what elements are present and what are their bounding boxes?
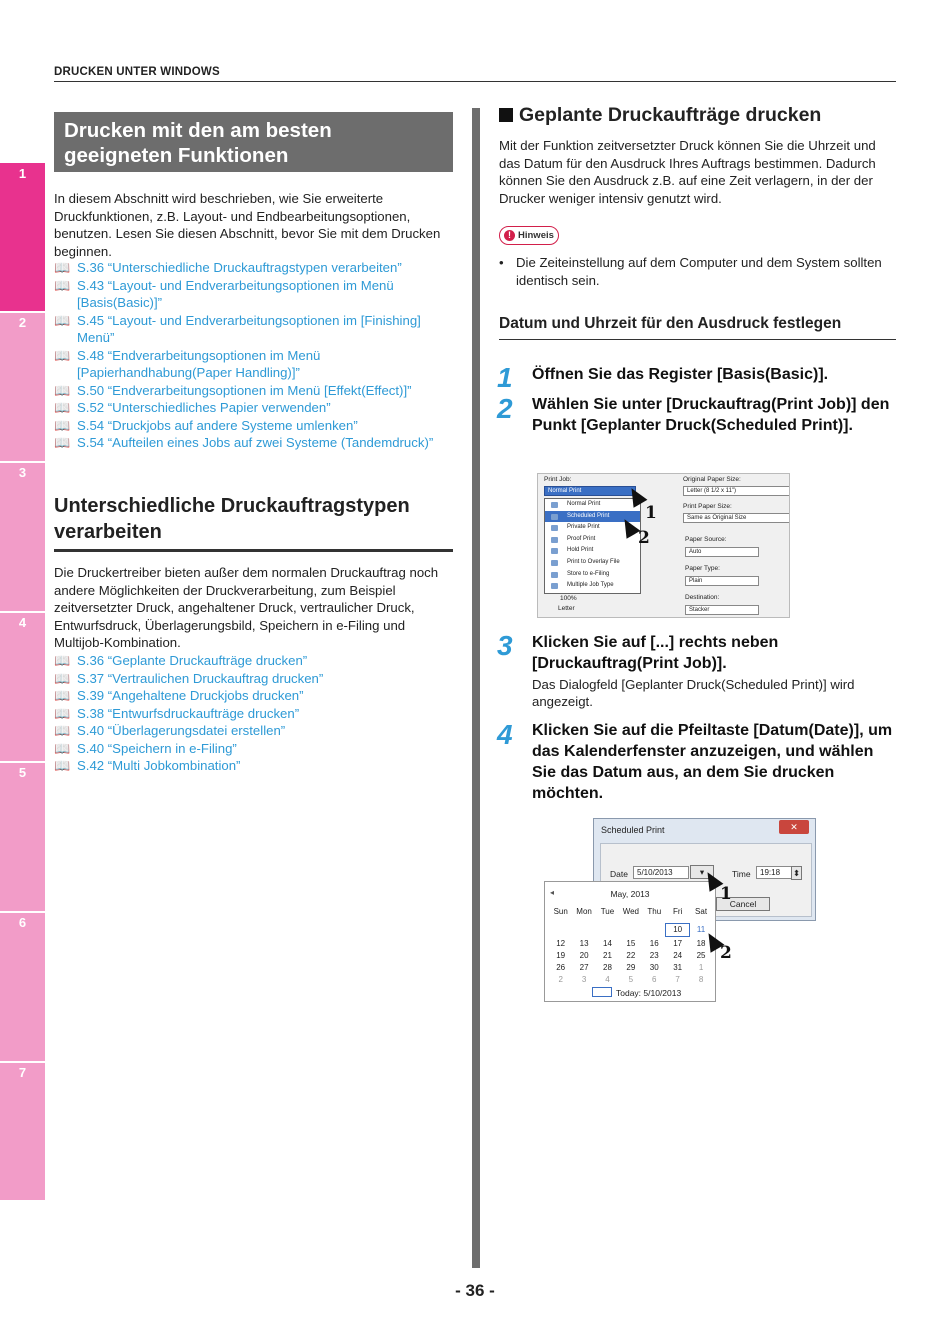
book-icon: 📖 [54,688,71,703]
reference-link[interactable]: 📖 S.40 “Speichern in e-Filing” [54,740,237,756]
calendar-grid [549,906,713,986]
day-cell[interactable]: 23 [649,951,659,960]
print-job-option[interactable]: Multiple Job Type [545,580,640,592]
step-text: Öffnen Sie das Register [Basis(Basic)]. [532,366,829,383]
hint-bullet-text: Die Zeiteinstellung auf dem Computer und dem System sollten identisch sein. [516,255,882,288]
folder-icon [551,572,558,578]
day-cell[interactable] [572,924,595,936]
step-number: 3 [497,630,513,661]
day-cell[interactable]: 4 [605,975,610,984]
document-icon [551,548,558,554]
subsection-rule [54,549,453,552]
day-cell[interactable] [549,924,572,936]
paper-value: Letter [558,605,575,612]
book-icon: 📖 [54,312,71,328]
date-field[interactable]: 5/10/2013 [633,866,689,879]
side-tab-4[interactable] [0,613,45,761]
print-job-option[interactable]: Store to e-Filing [545,569,640,581]
day-cell[interactable]: 14 [603,939,612,948]
destination-dropdown[interactable]: Stacker [685,605,759,615]
weekday: Fri [672,907,683,916]
document-icon [551,583,558,589]
running-head: DRUCKEN UNTER WINDOWS [54,66,220,78]
print-paper-size-dropdown[interactable]: Same as Original Size [683,513,790,523]
calendar-month: May, 2013 [610,889,650,899]
day-cell-today[interactable]: 10 [666,924,689,936]
print-job-option[interactable]: Normal Print [545,499,640,511]
day-cell[interactable]: 15 [626,939,636,948]
callout-number: 2 [638,528,650,548]
hint-label: Hinweis [518,230,554,241]
right-section-title-text: Geplante Druckaufträge drucken [519,104,822,126]
callout-number: 1 [645,503,657,523]
day-cell[interactable]: 29 [626,963,636,972]
time-spinner[interactable]: ⬍ [792,868,801,878]
book-icon: 📖 [54,740,71,756]
day-cell[interactable]: 27 [579,963,589,972]
day-cell[interactable]: 5 [628,975,634,984]
scale-value: 100% [560,595,577,602]
reference-link[interactable]: 📖 S.48 “Endverarbeitungsoptionen im Menü [Papierhandhabung(Paper Handling)]” [54,347,321,380]
book-icon: 📖 [54,260,71,275]
day-cell[interactable]: 20 [579,951,589,960]
column-divider [472,108,480,1268]
reference-link[interactable]: 📖 S.37 “Vertraulichen Druckauftrag drucken” [54,670,324,686]
print-job-label: Print Job: [544,476,572,483]
side-tab-2[interactable] [0,313,45,461]
weekday-row [549,906,713,918]
hint-badge [499,226,559,245]
day-cell[interactable]: 17 [673,939,683,948]
calendar-popup [544,881,716,1002]
book-icon: 📖 [54,758,71,773]
reference-link[interactable]: 📖 S.45 “Layout- und Endverarbeitungsoptionen im [Finishing] Menü” [54,312,421,345]
paper-type-dropdown[interactable]: Plain [685,576,759,586]
reference-link[interactable]: 📖 S.36 “Unterschiedliche Druckauftragstypen verarbeiten” [54,260,402,275]
book-icon: 📖 [54,670,71,686]
day-cell[interactable]: 31 [673,963,683,972]
weekday: Sun [553,907,568,916]
day-cell[interactable]: 21 [603,951,612,960]
week-row [549,938,713,950]
book-icon: 📖 [54,417,71,433]
exclamation-icon: ! [504,230,515,241]
reference-link[interactable]: 📖 S.43 “Layout- und Endverarbeitungsoptionen im Menü [Basis(Basic)]” [54,277,394,310]
print-job-option[interactable]: Scheduled Print [545,511,640,523]
day-cell[interactable]: 8 [698,975,704,984]
side-tab-label: 5 [18,765,27,780]
day-cell[interactable]: 3 [581,975,587,984]
weekday: Mon [576,907,592,916]
document-icon [551,502,558,508]
callout-number: 2 [720,943,732,963]
weekday: Thu [647,907,662,916]
day-cell[interactable]: 26 [556,963,566,972]
day-cell[interactable] [596,924,619,936]
book-icon: 📖 [54,723,71,738]
print-job-option[interactable]: Hold Print [545,545,640,557]
print-job-list[interactable] [544,498,641,594]
side-tab-7[interactable] [0,1063,45,1200]
print-job-option[interactable]: Private Print [545,522,640,534]
page-number: - 36 - [455,1281,495,1300]
print-job-screenshot [537,473,790,618]
book-icon: 📖 [54,400,71,415]
book-icon: 📖 [54,382,71,398]
section-title: Drucken mit den am besten geeigneten Funktionen [54,112,453,172]
step-subtext: Das Dialogfeld [Geplanter Druck(Scheduled Print)] wird angezeigt. [532,677,855,709]
original-paper-size-label: Original Paper Size: [683,476,741,483]
day-cell[interactable]: 25 [696,951,706,960]
week-row [549,950,713,962]
reference-link[interactable]: 📖 S.50 “Endverarbeitungsoptionen im Menü [Effekt(Effect)]” [54,382,412,398]
destination-label: Destination: [685,594,720,601]
book-icon: 📖 [54,653,71,668]
day-cell[interactable]: 30 [649,963,659,972]
day-cell-selected[interactable]: 11 [696,925,706,934]
time-field[interactable]: 19:18 [756,866,792,879]
weekday: Sat [695,907,708,916]
print-job-option[interactable]: Print to Overlay File [545,557,640,569]
print-job-dropdown[interactable]: Normal Print [544,486,636,496]
key-icon [551,525,558,531]
square-bullet-icon [499,108,513,122]
weekday: Wed [622,907,640,916]
reference-link[interactable]: 📖 S.42 “Multi Jobkombination” [54,758,241,773]
procedure-rule [499,339,896,340]
print-paper-size-label: Print Paper Size: [683,503,732,510]
side-tab-label: 4 [18,615,27,630]
day-cell[interactable]: 28 [603,963,612,972]
overlay-icon [551,560,558,566]
reference-link[interactable]: 📖 S.54 “Druckjobs auf andere Systeme umlenken” [54,417,358,433]
step-text: Klicken Sie auf die Pfeiltaste [Datum(Date)], um das Kalenderfenster anzuzeigen, und wählen Sie das Datum aus, an dem Sie drucken möchten. [532,722,893,802]
original-paper-size-dropdown[interactable]: Letter (8 1/2 x 11") [683,486,790,496]
paper-source-label: Paper Source: [685,536,727,543]
calendar-dropdown-button[interactable]: ▾ [690,865,714,879]
close-icon[interactable]: ✕ [779,820,809,834]
right-intro-paragraph: Mit der Funktion zeitversetzter Druck können Sie die Uhrzeit und das Datum für den Ausdruck Ihres Auftrags bestimmen. Dadurch können Sie den Ausdruck z.B. auf eine Zeit verlagern, in der der Drucker weniger intensiv genutzt wird. [499,138,876,206]
week-row [549,974,713,986]
step-text: Wählen Sie unter [Druckauftrag(Print Job)] den Punkt [Geplanter Druck(Scheduled Print)]. [532,396,890,434]
book-icon: 📖 [54,277,71,293]
side-tab-3[interactable] [0,463,45,611]
dialog-title: Scheduled Print [601,825,665,835]
side-tab-label: 2 [18,315,27,330]
reference-list [54,259,453,452]
side-tab-6[interactable] [0,913,45,1061]
right-section-title [499,104,821,127]
day-cell[interactable]: 1 [698,963,704,972]
book-icon: 📖 [54,435,71,450]
day-cell[interactable]: 22 [626,951,636,960]
bullet-icon: • [499,255,504,270]
paper-source-dropdown[interactable]: Auto [685,547,759,557]
step-text: Klicken Sie auf [...] rechts neben [Druckauftrag(Print Job)]. [532,634,779,672]
reference-link[interactable]: 📖 S.36 “Geplante Druckaufträge drucken” [54,653,308,668]
header-rule [54,81,896,82]
day-cell[interactable]: 13 [579,939,589,948]
side-tab-1[interactable] [0,163,45,311]
weekday: Tue [600,907,615,916]
day-cell[interactable]: 2 [558,975,563,984]
step-number: 4 [497,719,513,750]
hint-bullet [499,254,894,289]
procedure-heading: Datum und Uhrzeit für den Ausdruck festlegen [499,315,842,332]
intro-paragraph: In diesem Abschnitt wird beschrieben, wie Sie erweiterte Druckfunktionen, z.B. Layout- und Endbearbeitungsoptionen, benutzen. Lesen Sie diesen Abschnitt, bevor Sie mit dem Drucken beginnen. [54,191,441,259]
clock-icon [551,514,558,520]
book-icon: 📖 [54,347,71,363]
paper-type-label: Paper Type: [685,565,720,572]
day-cell[interactable]: 16 [649,939,659,948]
subsection-title: Unterschiedliche Druckauftragstypen verarbeiten [54,495,410,543]
day-cell[interactable] [619,924,642,936]
time-label: Time [732,869,751,879]
book-icon: 📖 [54,705,71,721]
step-number: 2 [497,393,513,424]
day-cell[interactable]: 19 [556,951,566,960]
cancel-button[interactable]: Cancel [716,897,770,911]
day-cell[interactable]: 18 [696,939,706,948]
reference-link[interactable]: 📖 S.38 “Entwurfsdruckaufträge drucken” [54,705,300,721]
day-cell[interactable]: 7 [675,975,680,984]
day-cell[interactable]: 12 [556,939,566,948]
today-marker-icon [592,987,612,997]
today-link[interactable]: Today: 5/10/2013 [592,987,681,998]
reference-link[interactable]: 📖 S.40 “Überlagerungsdatei erstellen” [54,723,286,738]
day-cell[interactable] [643,924,666,936]
print-job-option[interactable]: Proof Print [545,534,640,546]
side-tab-label: 7 [18,1065,27,1080]
day-cell[interactable]: 6 [652,975,657,984]
side-tab-5[interactable] [0,763,45,911]
step-number: 1 [497,362,513,393]
document-icon [551,537,558,543]
date-label: Date [610,869,628,879]
day-cell[interactable]: 24 [673,951,683,960]
week-row [549,962,713,974]
reference-link[interactable]: 📖 S.52 “Unterschiedliches Papier verwenden” [54,400,331,415]
prev-month-icon[interactable]: ◂ [550,888,555,897]
reference-list-2 [54,652,453,775]
reference-link[interactable]: 📖 S.54 “Aufteilen eines Jobs auf zwei Systeme (Tandemdruck)” [54,435,434,450]
reference-link[interactable]: 📖 S.39 “Angehaltene Druckjobs drucken” [54,688,304,703]
week-row [549,924,713,936]
subsection-paragraph: Die Druckertreiber bieten außer dem normalen Druckauftrag noch andere Möglichkeiten der Druckverarbeitung, zum Beispiel zeitversetzter Druck, angehaltener Druck, vertraulicher Druck, Entwurfsdruck, Überlagerungsbild, Speichern in e-Filing und Multijob-Kombination. [54,565,439,650]
side-tab-label: 6 [18,915,27,930]
side-tab-label: 3 [18,465,27,480]
callout-number: 1 [720,884,732,904]
side-tab-label: 1 [18,166,27,181]
